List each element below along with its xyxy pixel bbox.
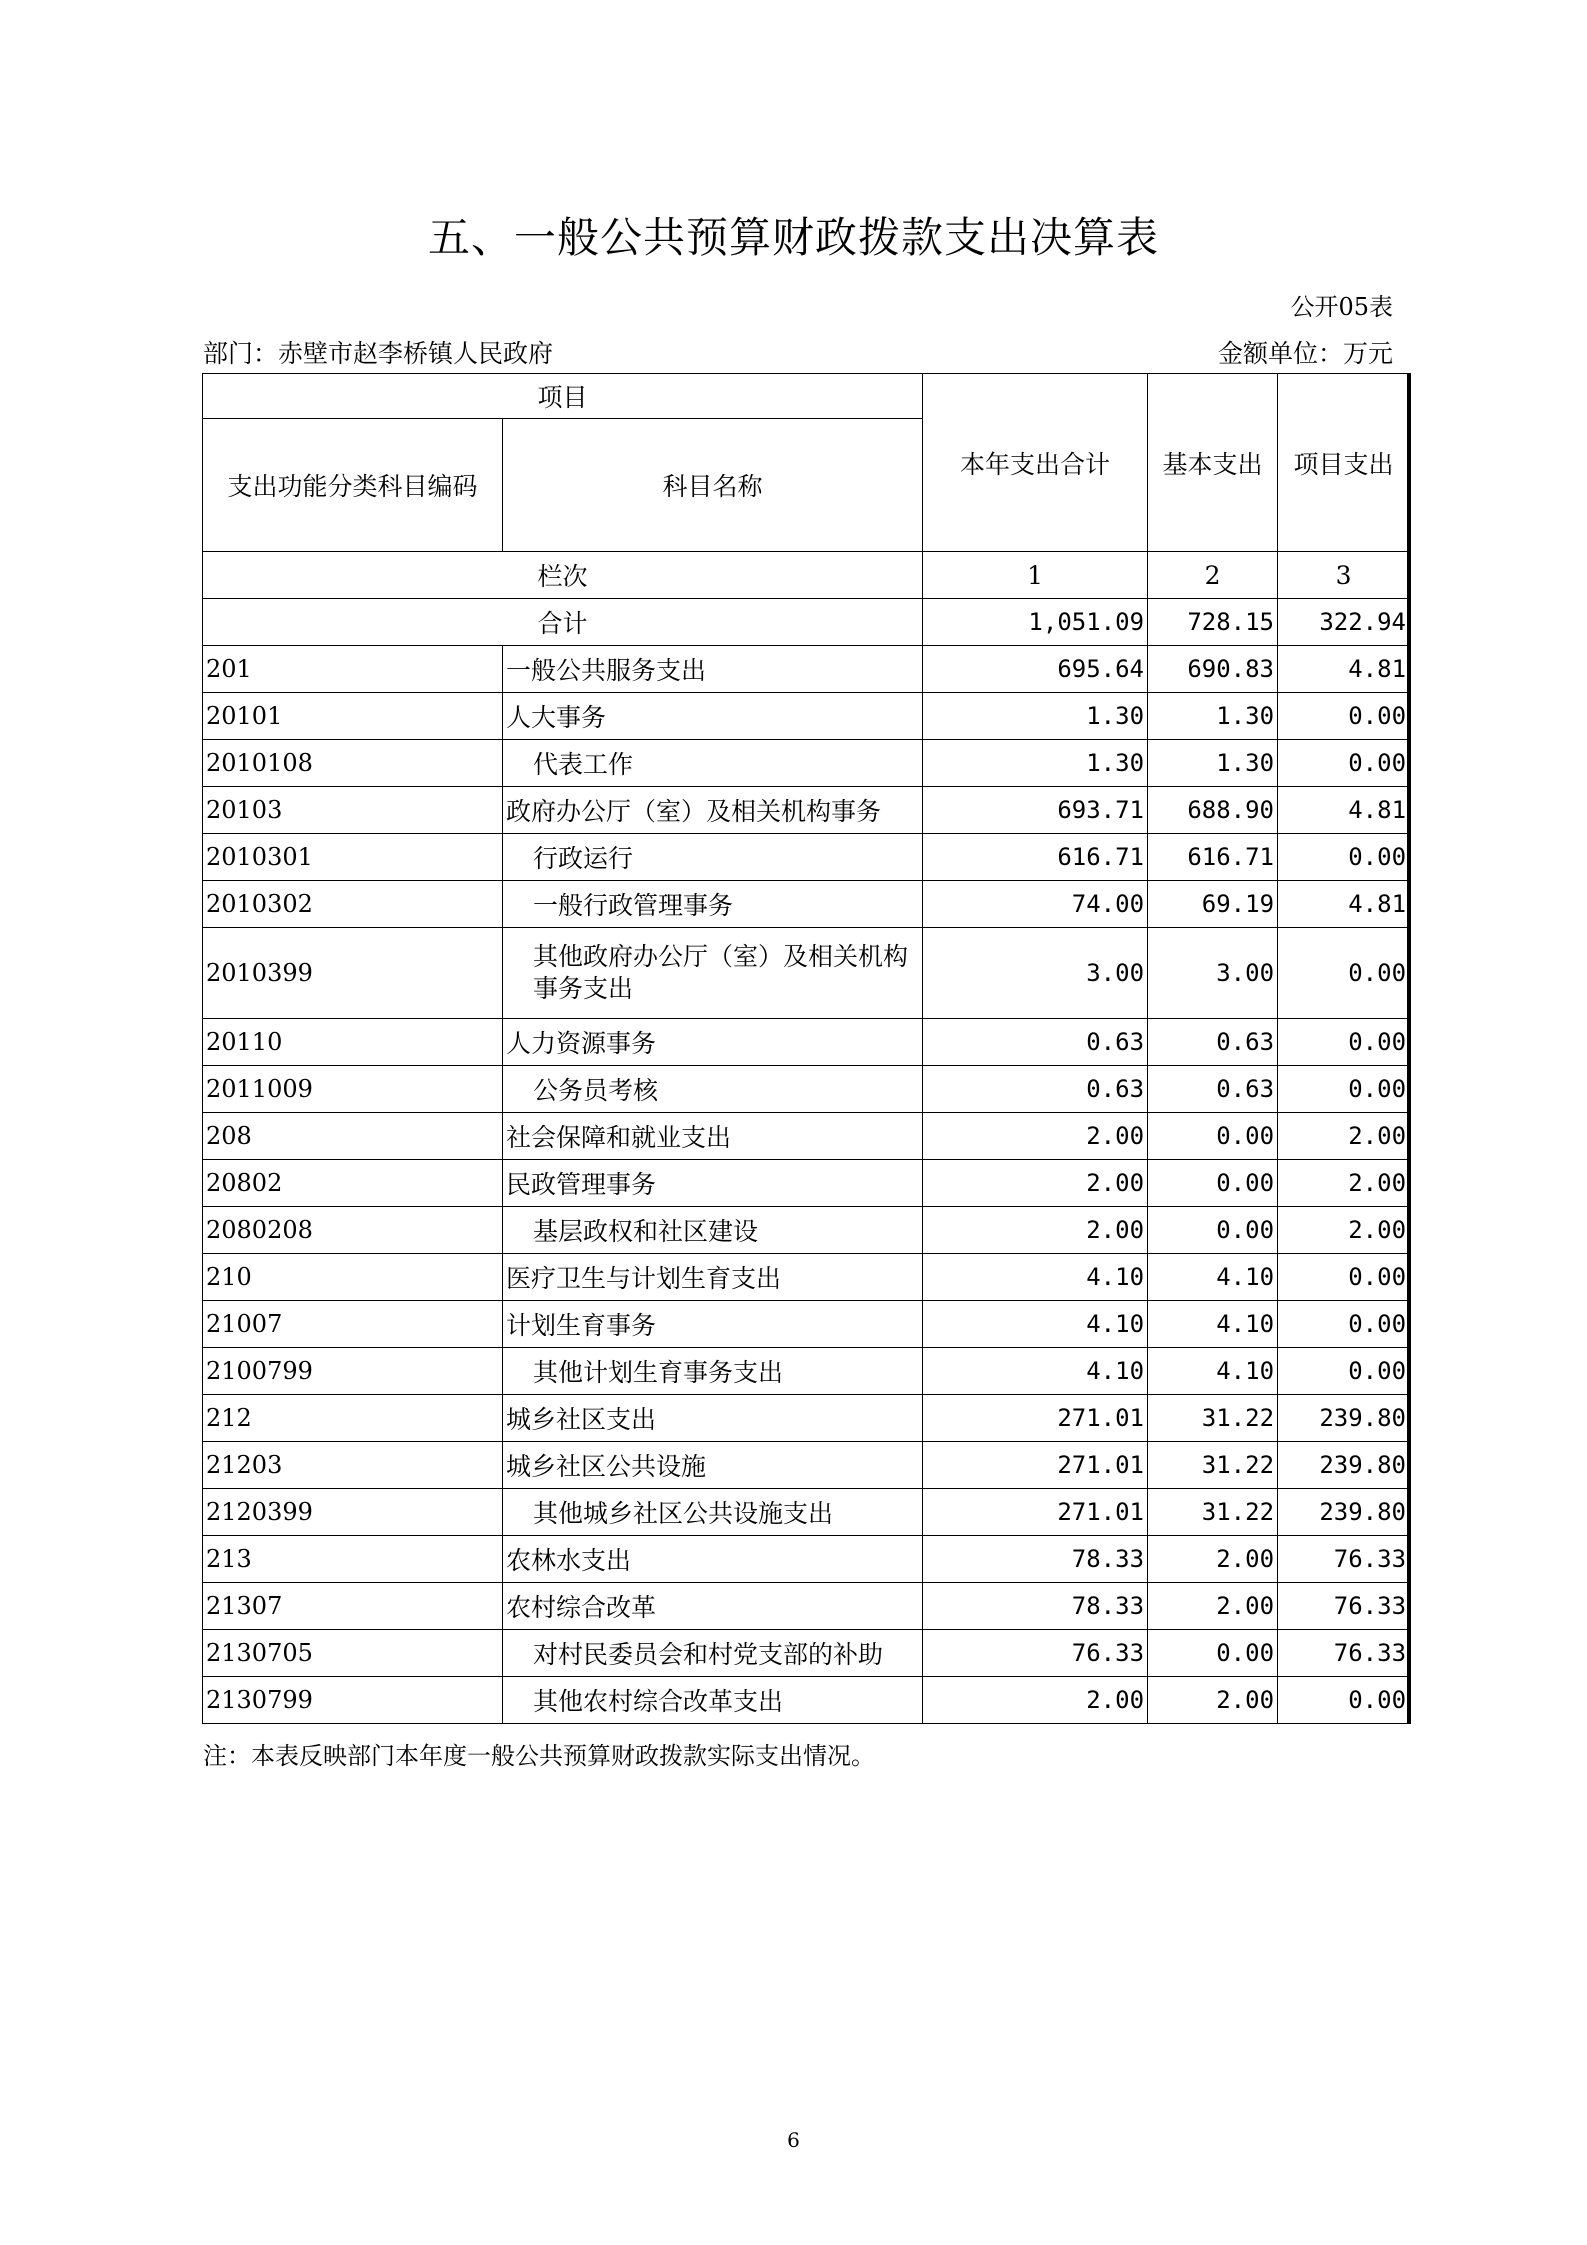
table-row xyxy=(203,1583,1410,1630)
row-code: 2010302 xyxy=(203,881,503,928)
column-index-1: 1 xyxy=(923,552,1148,599)
table-row xyxy=(203,881,1410,928)
row-name: 其他政府办公厅（室）及相关机构事务支出 xyxy=(503,928,923,1019)
header-basic: 基本支出 xyxy=(1148,374,1278,552)
row-code: 2130799 xyxy=(203,1677,503,1724)
row-basic: 1.30 xyxy=(1148,740,1278,787)
row-name: 基层政权和社区建设 xyxy=(503,1207,923,1254)
table-row xyxy=(203,928,1410,1019)
sum-total: 1,051.09 xyxy=(923,599,1148,646)
row-code: 2080208 xyxy=(203,1207,503,1254)
page-number: 6 xyxy=(787,2128,800,2152)
row-basic: 4.10 xyxy=(1148,1348,1278,1395)
table-row xyxy=(203,646,1410,693)
row-basic: 4.10 xyxy=(1148,1301,1278,1348)
header-project: 项目支出 xyxy=(1278,374,1410,552)
row-project: 0.00 xyxy=(1278,928,1410,1019)
row-name: 计划生育事务 xyxy=(503,1301,923,1348)
row-name: 一般行政管理事务 xyxy=(503,881,923,928)
row-project: 76.33 xyxy=(1278,1583,1410,1630)
row-code: 201 xyxy=(203,646,503,693)
table-row xyxy=(203,1160,1410,1207)
row-basic: 616.71 xyxy=(1148,834,1278,881)
row-total: 2.00 xyxy=(923,1207,1148,1254)
row-name: 政府办公厅（室）及相关机构事务 xyxy=(503,787,923,834)
row-total: 0.63 xyxy=(923,1066,1148,1113)
row-basic: 31.22 xyxy=(1148,1395,1278,1442)
column-index-label: 栏次 xyxy=(203,552,923,599)
row-basic: 0.00 xyxy=(1148,1113,1278,1160)
row-name: 民政管理事务 xyxy=(503,1160,923,1207)
row-basic: 0.63 xyxy=(1148,1019,1278,1066)
sum-label: 合计 xyxy=(203,599,923,646)
row-total: 616.71 xyxy=(923,834,1148,881)
table-row xyxy=(203,1301,1410,1348)
row-name: 公务员考核 xyxy=(503,1066,923,1113)
row-code: 20101 xyxy=(203,693,503,740)
row-name: 医疗卫生与计划生育支出 xyxy=(503,1254,923,1301)
header-item: 项目 xyxy=(203,374,923,419)
row-name: 其他城乡社区公共设施支出 xyxy=(503,1489,923,1536)
row-code: 21203 xyxy=(203,1442,503,1489)
table-right-border xyxy=(1407,373,1411,1724)
row-code: 2120399 xyxy=(203,1489,503,1536)
row-code: 2011009 xyxy=(203,1066,503,1113)
row-project: 239.80 xyxy=(1278,1395,1410,1442)
row-project: 0.00 xyxy=(1278,1348,1410,1395)
row-total: 2.00 xyxy=(923,1113,1148,1160)
row-total: 78.33 xyxy=(923,1536,1148,1583)
row-basic: 2.00 xyxy=(1148,1583,1278,1630)
row-total: 4.10 xyxy=(923,1348,1148,1395)
column-index-2: 2 xyxy=(1148,552,1278,599)
row-project: 76.33 xyxy=(1278,1630,1410,1677)
table-row xyxy=(203,1348,1410,1395)
table-row xyxy=(203,1442,1410,1489)
table-row xyxy=(203,1066,1410,1113)
row-code: 2130705 xyxy=(203,1630,503,1677)
row-total: 1.30 xyxy=(923,740,1148,787)
row-project: 0.00 xyxy=(1278,740,1410,787)
row-code: 21307 xyxy=(203,1583,503,1630)
row-project: 239.80 xyxy=(1278,1489,1410,1536)
table-row xyxy=(203,740,1410,787)
row-total: 271.01 xyxy=(923,1489,1148,1536)
row-name: 代表工作 xyxy=(503,740,923,787)
row-project: 2.00 xyxy=(1278,1113,1410,1160)
row-project: 0.00 xyxy=(1278,693,1410,740)
row-basic: 3.00 xyxy=(1148,928,1278,1019)
row-total: 1.30 xyxy=(923,693,1148,740)
row-name: 社会保障和就业支出 xyxy=(503,1113,923,1160)
row-project: 4.81 xyxy=(1278,881,1410,928)
row-total: 2.00 xyxy=(923,1160,1148,1207)
row-code: 2010108 xyxy=(203,740,503,787)
row-name: 其他农村综合改革支出 xyxy=(503,1677,923,1724)
row-basic: 31.22 xyxy=(1148,1489,1278,1536)
row-code: 208 xyxy=(203,1113,503,1160)
row-project: 4.81 xyxy=(1278,646,1410,693)
row-total: 271.01 xyxy=(923,1395,1148,1442)
row-code: 213 xyxy=(203,1536,503,1583)
table-row xyxy=(203,1536,1410,1583)
row-basic: 0.00 xyxy=(1148,1160,1278,1207)
row-code: 212 xyxy=(203,1395,503,1442)
row-project: 0.00 xyxy=(1278,1677,1410,1724)
table-row xyxy=(203,1395,1410,1442)
row-basic: 0.63 xyxy=(1148,1066,1278,1113)
row-code: 20802 xyxy=(203,1160,503,1207)
row-basic: 0.00 xyxy=(1148,1630,1278,1677)
row-basic: 31.22 xyxy=(1148,1442,1278,1489)
unit-label: 金额单位：万元 xyxy=(1217,339,1393,368)
expenditure-table xyxy=(202,373,1410,1724)
page-title: 五、一般公共预算财政拨款支出决算表 xyxy=(427,213,1159,262)
table-row xyxy=(203,1630,1410,1677)
row-code: 2010399 xyxy=(203,928,503,1019)
row-basic: 2.00 xyxy=(1148,1677,1278,1724)
row-name: 人大事务 xyxy=(503,693,923,740)
row-total: 693.71 xyxy=(923,787,1148,834)
row-name: 其他计划生育事务支出 xyxy=(503,1348,923,1395)
row-basic: 0.00 xyxy=(1148,1207,1278,1254)
row-code: 20110 xyxy=(203,1019,503,1066)
row-project: 2.00 xyxy=(1278,1207,1410,1254)
header-name: 科目名称 xyxy=(503,419,923,552)
table-row xyxy=(203,1489,1410,1536)
row-project: 0.00 xyxy=(1278,1254,1410,1301)
row-total: 76.33 xyxy=(923,1630,1148,1677)
row-total: 78.33 xyxy=(923,1583,1148,1630)
table-row xyxy=(203,693,1410,740)
table-row xyxy=(203,1207,1410,1254)
row-project: 0.00 xyxy=(1278,834,1410,881)
row-name: 人力资源事务 xyxy=(503,1019,923,1066)
row-name: 对村民委员会和村党支部的补助 xyxy=(503,1630,923,1677)
row-name: 农林水支出 xyxy=(503,1536,923,1583)
row-project: 76.33 xyxy=(1278,1536,1410,1583)
table-row xyxy=(203,1019,1410,1066)
row-total: 74.00 xyxy=(923,881,1148,928)
row-total: 695.64 xyxy=(923,646,1148,693)
table-row xyxy=(203,1113,1410,1160)
row-code: 21007 xyxy=(203,1301,503,1348)
form-number: 公开05表 xyxy=(1290,293,1393,321)
row-name: 城乡社区公共设施 xyxy=(503,1442,923,1489)
row-name: 行政运行 xyxy=(503,834,923,881)
row-name: 城乡社区支出 xyxy=(503,1395,923,1442)
row-name: 一般公共服务支出 xyxy=(503,646,923,693)
row-project: 2.00 xyxy=(1278,1160,1410,1207)
table-row xyxy=(203,787,1410,834)
table-row xyxy=(203,834,1410,881)
sum-basic: 728.15 xyxy=(1148,599,1278,646)
row-code: 2010301 xyxy=(203,834,503,881)
row-basic: 4.10 xyxy=(1148,1254,1278,1301)
column-index-3: 3 xyxy=(1278,552,1410,599)
row-basic: 2.00 xyxy=(1148,1536,1278,1583)
table-row xyxy=(203,1254,1410,1301)
department-label: 部门：赤壁市赵李桥镇人民政府 xyxy=(203,339,554,368)
row-code: 2100799 xyxy=(203,1348,503,1395)
row-basic: 690.83 xyxy=(1148,646,1278,693)
row-basic: 69.19 xyxy=(1148,881,1278,928)
row-name: 农村综合改革 xyxy=(503,1583,923,1630)
row-basic: 1.30 xyxy=(1148,693,1278,740)
header-total: 本年支出合计 xyxy=(923,374,1148,552)
row-project: 4.81 xyxy=(1278,787,1410,834)
row-total: 2.00 xyxy=(923,1677,1148,1724)
row-basic: 688.90 xyxy=(1148,787,1278,834)
table-row xyxy=(203,1677,1410,1724)
row-project: 0.00 xyxy=(1278,1019,1410,1066)
sum-project: 322.94 xyxy=(1278,599,1410,646)
row-project: 0.00 xyxy=(1278,1301,1410,1348)
header-code: 支出功能分类科目编码 xyxy=(203,419,503,552)
row-total: 4.10 xyxy=(923,1301,1148,1348)
row-total: 271.01 xyxy=(923,1442,1148,1489)
row-total: 4.10 xyxy=(923,1254,1148,1301)
row-code: 20103 xyxy=(203,787,503,834)
row-code: 210 xyxy=(203,1254,503,1301)
row-project: 239.80 xyxy=(1278,1442,1410,1489)
row-total: 0.63 xyxy=(923,1019,1148,1066)
table-note: 注：本表反映部门本年度一般公共预算财政拨款实际支出情况。 xyxy=(203,1742,875,1770)
row-total: 3.00 xyxy=(923,928,1148,1019)
row-project: 0.00 xyxy=(1278,1066,1410,1113)
